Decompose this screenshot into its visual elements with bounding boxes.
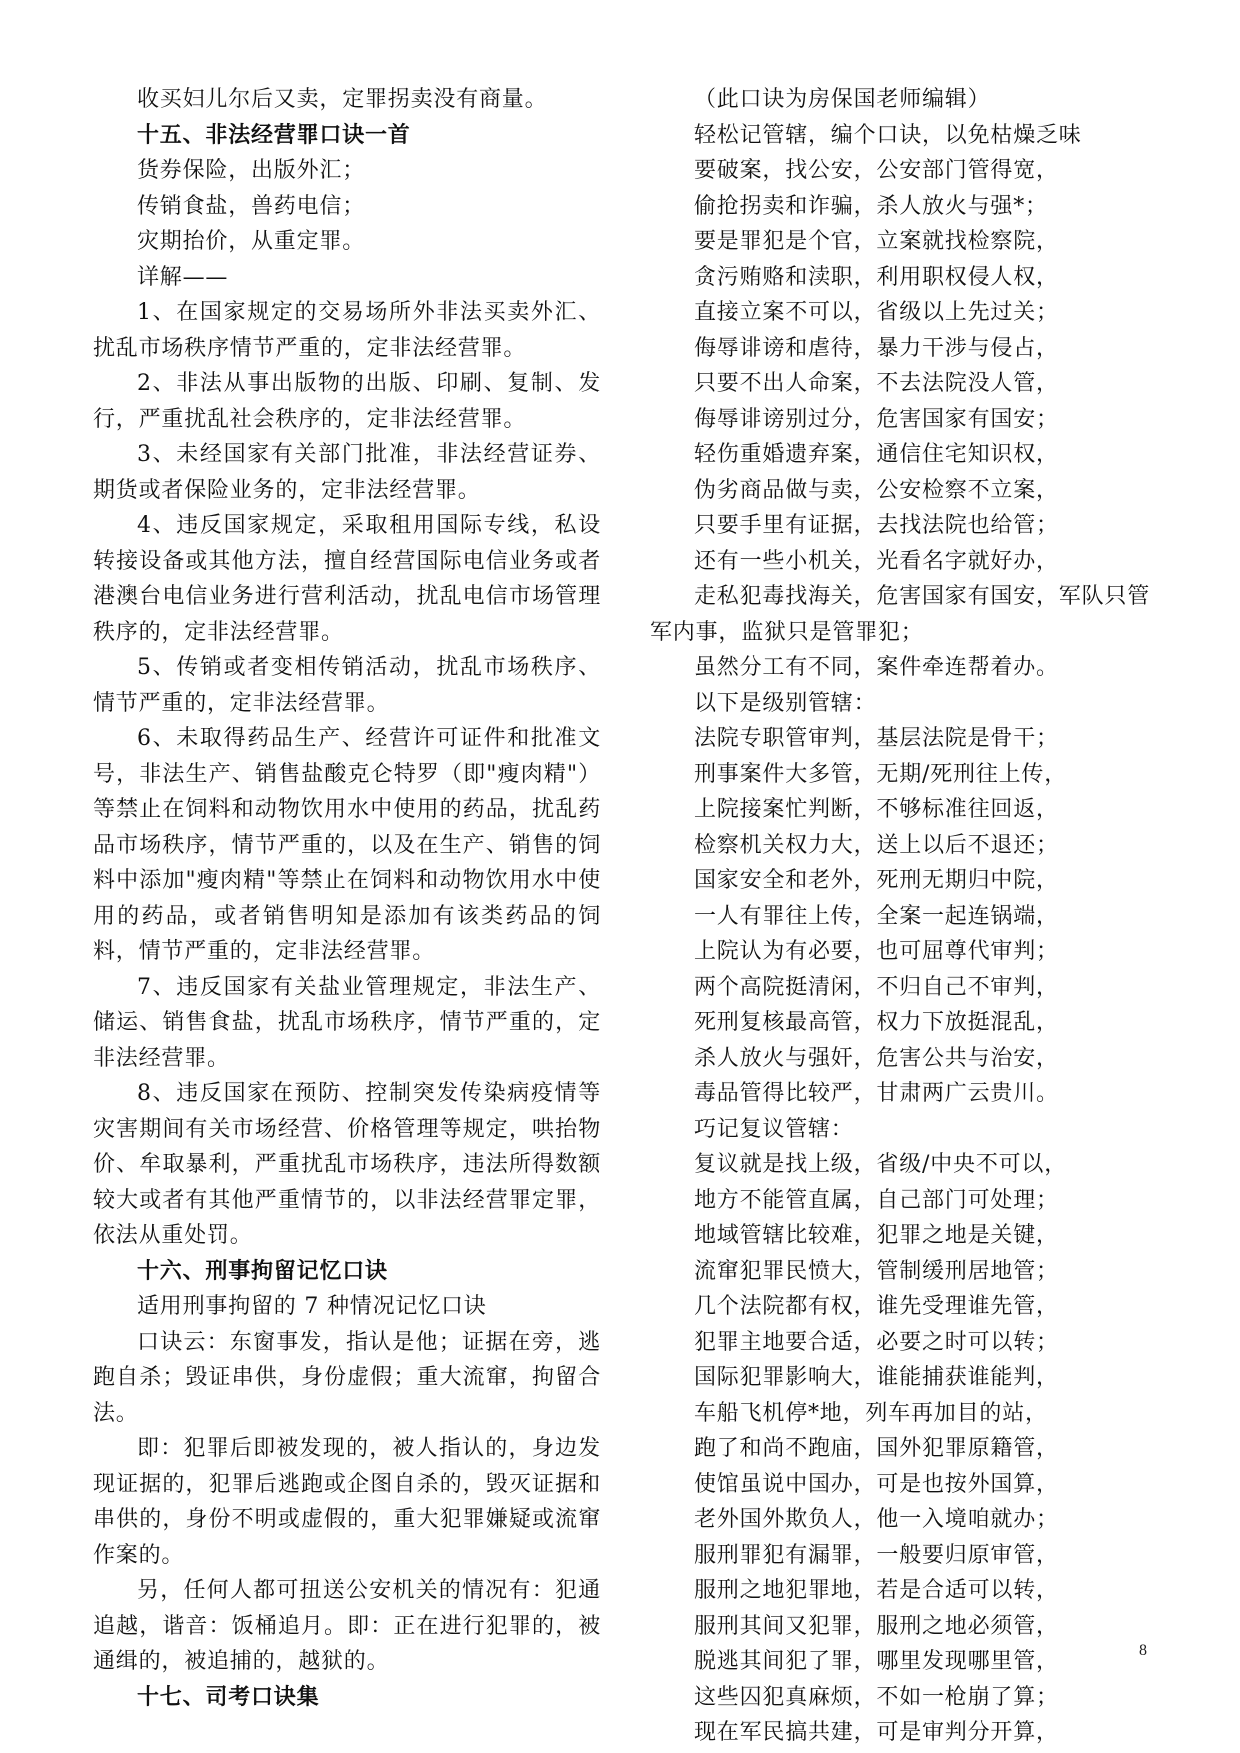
right-verse-line: 还有一些小机关，光看名字就好办， — [694, 548, 1059, 574]
right-verse-line: 要破案，找公安，公安部门管得宽， — [694, 158, 1059, 183]
right-verse-line: 服刑其间又犯罪，服刑之地必须管， — [694, 1613, 1059, 1639]
right-verse-line: 现在军民搞共建，可是审判分开算， — [694, 1720, 1059, 1745]
right-verse-line: 服刑之地犯罪地，若是合适可以转， — [694, 1578, 1059, 1603]
right-verse-line: 国际犯罪影响大，谁能捕获谁能判， — [694, 1365, 1059, 1390]
right-verse-line: 侮辱诽谤和虐待，暴力干涉与侵占， — [694, 335, 1059, 361]
right-verse-line: 地方不能管直属，自己部门可处理； — [694, 1187, 1059, 1213]
right-verse-line: 老外国外欺负人，他一入境咱就办； — [694, 1507, 1059, 1532]
right-verse-line: 这些囚犯真麻烦，不如一枪崩了算； — [694, 1684, 1059, 1710]
left-column — [93, 82, 601, 1715]
left-paragraph: 收买妇儿尔后又卖，定罪拐卖没有商量。 — [137, 87, 548, 112]
right-verse-line: 流窜犯罪民愤大，管制缓刑居地管； — [694, 1258, 1059, 1284]
page-number: 8 — [1139, 1642, 1147, 1659]
right-verse-line: 复议就是找上级，省级/中央不可以， — [694, 1152, 1068, 1177]
left-section-heading: 十六、刑事拘留记忆口诀 — [137, 1257, 388, 1284]
left-paragraph: 货券保险，出版外汇； — [137, 158, 366, 183]
left-section-heading: 十五、非法经营罪口诀一首 — [137, 121, 411, 148]
right-verse-line: 上院接案忙判断，不够标准往回返， — [694, 797, 1059, 822]
left-paragraph: 适用刑事拘留的 7 种情况记忆口诀 — [137, 1294, 487, 1319]
left-paragraph: 另，任何人都可扭送公安机关的情况有：犯通追越，谐音：饭桶追月。即：正在进行犯罪的，被通缉的，被追捕的，越狱的。 — [93, 1578, 601, 1674]
right-verse-line: 死刑复核最高管，权力下放挺混乱， — [694, 1010, 1059, 1035]
right-verse-line: 侮辱诽谤别过分，危害国家有国安； — [694, 406, 1059, 432]
right-verse-line: 走私犯毒找海关，危害国家有国安，军队只管军内事，监狱只是管罪犯； — [650, 584, 1151, 645]
right-verse-line: 服刑罪犯有漏罪，一般要归原审管， — [694, 1542, 1059, 1568]
right-verse-line: 脱逃其间犯了罪，哪里发现哪里管， — [694, 1649, 1059, 1674]
left-paragraph: 灾期抬价，从重定罪。 — [137, 229, 366, 254]
right-verse-line: 轻伤重婚遗弃案，通信住宅知识权， — [694, 442, 1059, 467]
right-verse-line: 犯罪主地要合适，必要之时可以转； — [694, 1329, 1059, 1355]
right-verse-line: 地域管辖比较难，犯罪之地是关键， — [694, 1223, 1059, 1248]
right-verse-line: 两个高院挺清闲，不归自己不审判， — [694, 974, 1059, 1000]
right-verse-line: 虽然分工有不同，案件牵连帮着办。 — [694, 655, 1059, 680]
right-verse-line: 偷抢拐卖和诈骗，杀人放火与强*； — [694, 193, 1048, 219]
left-paragraph: 详解—— — [137, 264, 229, 290]
right-verse-line: 贪污贿赂和渎职，利用职权侵人权， — [694, 264, 1059, 290]
right-verse-line: （此口诀为房保国老师编辑） — [694, 87, 991, 112]
left-paragraph: 3、未经国家有关部门批准，非法经营证券、期货或者保险业务的，定非法经营罪。 — [93, 442, 601, 503]
right-verse-line: 轻松记管辖，编个口诀，以免枯燥乏味 — [694, 122, 1082, 148]
right-verse-line: 只要不出人命案，不去法院没人管， — [694, 371, 1059, 396]
right-verse-line: 巧记复议管辖： — [694, 1116, 854, 1142]
left-paragraph: 4、违反国家规定，采取租用国际专线，私设转接设备或其他方法，擅自经营国际电信业务或者港澳台电信业务进行营利活动，扰乱电信市场管理秩序的，定非法经营罪。 — [93, 513, 601, 645]
right-verse-line: 法院专职管审判，基层法院是骨干； — [694, 726, 1059, 751]
right-verse-line: 一人有罪往上传，全案一起连锅端， — [694, 903, 1059, 929]
left-paragraph: 口诀云：东窗事发，指认是他；证据在旁，逃跑自杀；毁证串供，身份虚假；重大流窜，拘留合法。 — [93, 1329, 601, 1426]
left-section-heading: 十七、司考口诀集 — [137, 1683, 320, 1710]
right-verse-line: 车船飞机停*地，列车再加目的站， — [694, 1400, 1048, 1426]
right-verse-line: 要是罪犯是个官，立案就找检察院， — [694, 229, 1059, 254]
right-verse-line: 跑了和尚不跑庙，国外犯罪原籍管， — [694, 1436, 1059, 1461]
left-paragraph: 8、违反国家在预防、控制突发传染病疫情等灾害期间有关市场经营、价格管理等规定，哄抬物价、牟取暴利，严重扰乱市场秩序，违法所得数额较大或者有其他严重情节的，以非法经营罪定罪，依法从重处罚。 — [93, 1081, 601, 1248]
left-paragraph: 6、未取得药品生产、经营许可证件和批准文号，非法生产、销售盐酸克仑特罗（即"瘦肉精"）等禁止在饲料和动物饮用水中使用的药品，扰乱药品市场秩序，情节严重的，以及在生产、销售的饲料中添加"瘦肉精"等禁止在饲料和动物饮用水中使用的药品，或者销售明知是添加有该类药品的饲料，情节严重的，定非法经营罪。 — [93, 726, 601, 964]
right-verse-line: 伪劣商品做与卖，公安检察不立案， — [694, 477, 1059, 503]
right-verse-line: 使馆虽说中国办，可是也按外国算， — [694, 1471, 1059, 1497]
left-paragraph: 1、在国家规定的交易场所外非法买卖外汇、扰乱市场秩序情节严重的，定非法经营罪。 — [93, 300, 601, 361]
right-verse-line: 毒品管得比较严，甘肃两广云贵川。 — [694, 1081, 1059, 1106]
left-paragraph: 5、传销或者变相传销活动，扰乱市场秩序、情节严重的，定非法经营罪。 — [93, 655, 601, 716]
left-paragraph: 即：犯罪后即被发现的，被人指认的，身边发现证据的，犯罪后逃跑或企图自杀的，毁灭证据和串供的，身份不明或虚假的，重大犯罪嫌疑或流窜作案的。 — [93, 1436, 601, 1568]
right-column — [650, 82, 1160, 1751]
right-verse-line: 几个法院都有权，谁先受理谁先管， — [694, 1294, 1059, 1319]
right-verse-line: 检察机关权力大，送上以后不退还； — [694, 832, 1059, 858]
right-verse-line: 只要手里有证据，去找法院也给管； — [694, 513, 1059, 538]
right-verse-line: 杀人放火与强奸，危害公共与治安， — [694, 1045, 1059, 1071]
right-verse-line: 国家安全和老外，死刑无期归中院， — [694, 868, 1059, 893]
left-paragraph: 7、违反国家有关盐业管理规定，非法生产、储运、销售食盐，扰乱市场秩序，情节严重的，定非法经营罪。 — [93, 974, 601, 1071]
left-paragraph: 传销食盐，兽药电信； — [137, 193, 366, 219]
right-verse-line: 上院认为有必要，也可屈尊代审判； — [694, 939, 1059, 964]
left-paragraph: 2、非法从事出版物的出版、印刷、复制、发行，严重扰乱社会秩序的，定非法经营罪。 — [93, 371, 601, 432]
right-verse-line: 直接立案不可以，省级以上先过关； — [694, 300, 1059, 325]
right-verse-line: 刑事案件大多管，无期/死刑往上传， — [694, 761, 1068, 787]
right-verse-line: 以下是级别管辖： — [694, 690, 877, 716]
